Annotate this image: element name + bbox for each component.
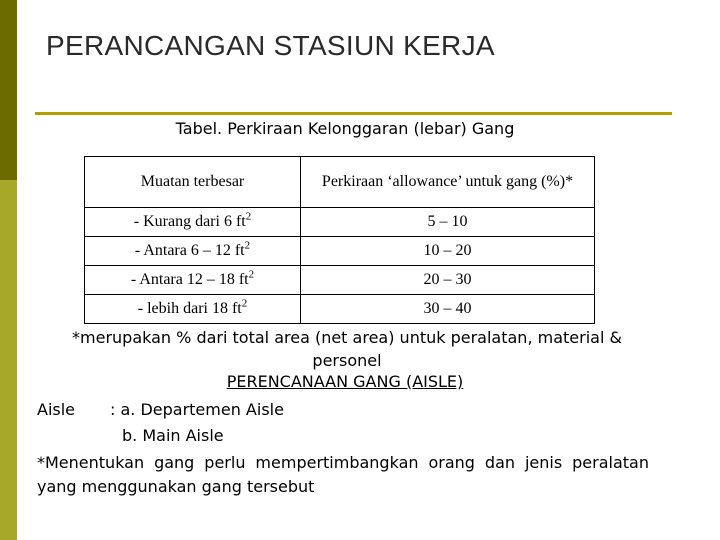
cell-allowance: 20 – 30 — [301, 266, 595, 295]
allowance-table — [84, 156, 595, 324]
slide-title: PERANCANGAN STASIUN KERJA — [46, 30, 495, 61]
cell-muatan — [85, 295, 301, 324]
table-header-row — [85, 157, 595, 208]
superscript: 2 — [245, 210, 252, 223]
cell-muatan — [85, 237, 301, 266]
table-row — [85, 295, 595, 324]
header-muatan: Muatan terbesar — [85, 157, 301, 208]
sidebar-accent-light — [0, 180, 17, 540]
table-row — [85, 208, 595, 237]
cell-muatan — [85, 266, 301, 295]
section-heading: PERENCANAAN GANG (AISLE) — [226, 372, 464, 391]
cell-muatan-text: - Antara 6 – 12 ft — [134, 242, 245, 259]
aisle-item-b: b. Main Aisle — [122, 426, 224, 445]
cell-allowance: 5 – 10 — [301, 208, 595, 237]
table-caption: Tabel. Perkiraan Kelonggaran (lebar) Gang — [175, 119, 515, 138]
body-paragraph: *Menentukan gang perlu mempertimbangkan orang dan jenis peralatan yang menggunakan gang tersebut — [37, 453, 649, 496]
aisle-label: Aisle — [37, 400, 76, 419]
cell-muatan-text: - lebih dari 18 ft — [137, 300, 242, 317]
superscript: 2 — [244, 239, 251, 252]
cell-muatan — [85, 208, 301, 237]
table-row — [85, 266, 595, 295]
aisle-item-a: : a. Departemen Aisle — [110, 400, 284, 419]
superscript: 2 — [248, 268, 255, 281]
cell-muatan-text: - Kurang dari 6 ft — [133, 213, 246, 230]
table-row — [85, 237, 595, 266]
superscript: 2 — [241, 297, 248, 310]
cell-allowance: 30 – 40 — [301, 295, 595, 324]
title-divider — [35, 112, 672, 115]
cell-muatan-text: - Antara 12 – 18 ft — [130, 271, 249, 288]
header-allowance: Perkiraan ‘allowance’ untuk gang (%)* — [301, 157, 595, 208]
table-footnote: *merupakan % dari total area (net area) untuk peralatan, material & personel — [72, 328, 622, 370]
cell-allowance: 10 – 20 — [301, 237, 595, 266]
sidebar-accent-dark — [0, 0, 17, 180]
